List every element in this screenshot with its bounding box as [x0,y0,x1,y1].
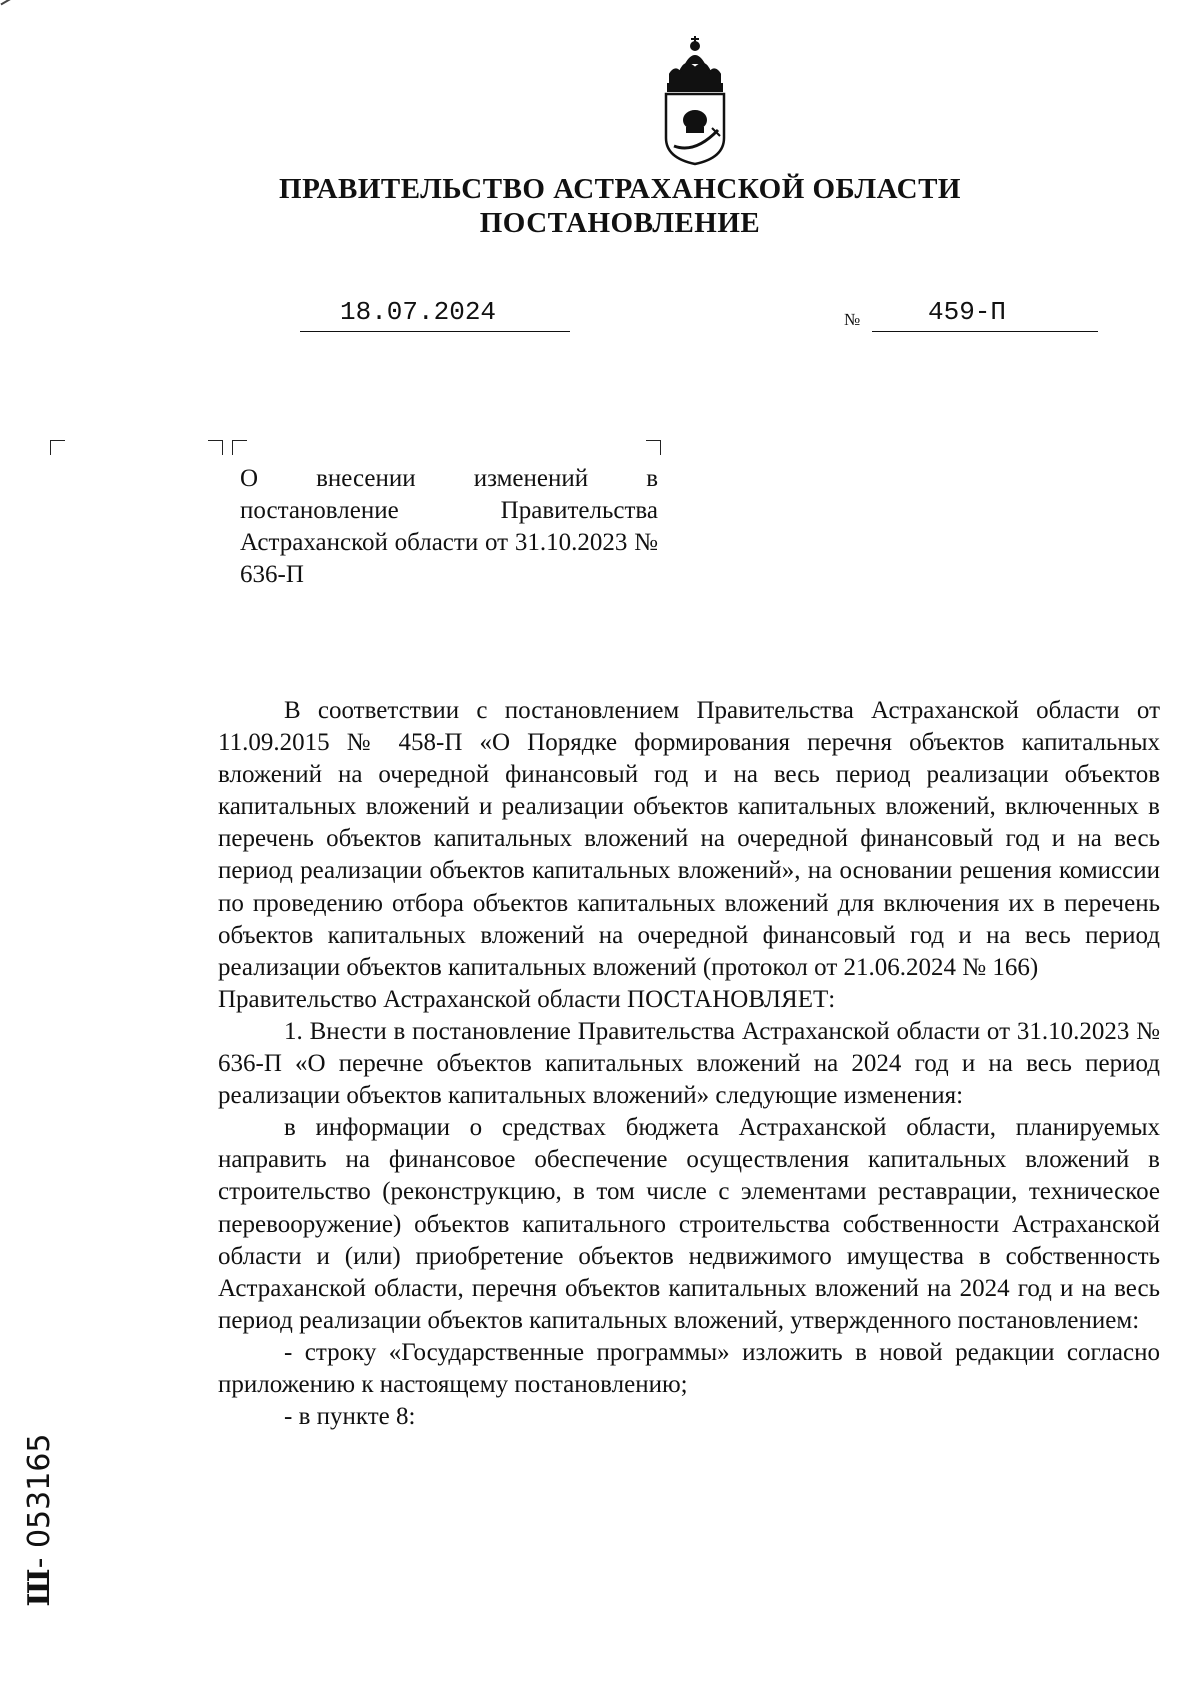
stamp-series: Ш [22,1568,57,1607]
document-number: 459-П [928,297,1007,327]
number-underline [872,331,1098,332]
number-sign: № [844,310,861,329]
date-underline [300,331,570,332]
subject-bracket-left-end [208,440,223,455]
document-type-title: ПОСТАНОВЛЕНИЕ [479,207,761,239]
organization-title: ПРАВИТЕЛЬСТВО АСТРАХАНСКОЙ ОБЛАСТИ [279,173,961,205]
document-subject: О внесении изменений в постановление Правительства Астраханской области от 31.10.2023 № 636-П [240,465,658,588]
coat-of-arms-emblem [650,28,740,168]
serial-number-stamp [20,1420,60,1620]
document-date: 18.07.2024 [340,297,497,327]
subject-bracket-top-right [646,440,661,455]
dash-item-1: - строку «Государственные программы» изложить в новой редакции согласно приложению к настоящему постановлению; [218,1338,1160,1398]
item-1-text-paragraph: в информации о средствах бюджета Астраханской области, планируемых направить на финансовое обеспечение осуществления капитальных вложений в строительство (реконструкцию, в том числе с элементами реставрации, техническое перевооружение) объектов капитального строительства собственности Астраханской области и (или) приобретение объектов недвижимого имущества в собственность Астраханской области, перечня объектов капитальных вложений на 2024 год и на весь период реализации объектов капитальных вложений, утвержденного постановлением: [218,1114,1160,1334]
left-margin-bracket [50,440,65,455]
document-body [218,695,1160,1433]
preamble-paragraph: В соответствии с постановлением Правительства Астраханской области от 11.09.2015 № 458-П «О Порядке формирования перечня объектов капитальных вложений на очередной финансовый год и на весь период реализации объектов капитальных вложений и реализации объектов капитальных вложений, включенных в перечень объектов капитальных вложений на очередной финансовый год и на весь период реализации объектов капитальных вложений», на основании решения комиссии по проведению отбора объектов капитальных вложений для включения их в перечень объектов капитальных вложений на очередной финансовый год и на весь период реализации объектов капитальных вложений (протокол от 21.06.2024 № 166) [218,697,1160,981]
subject-bracket-top-left [232,440,247,455]
stamp-number: - 053165 [22,1433,57,1569]
dash-item-2: - в пункте 8: [284,1403,416,1431]
resolves-line: Правительство Астраханской области ПОСТАНОВЛЯЕТ: [218,985,836,1013]
scan-mark [0,0,13,5]
item-1-paragraph: 1. Внести в постановление Правительства Астраханской области от 31.10.2023 № 636-П «О перечне объектов капитальных вложений на 2024 год и на весь период реализации объектов капитальных вложений» следующие изменения: [218,1017,1160,1110]
